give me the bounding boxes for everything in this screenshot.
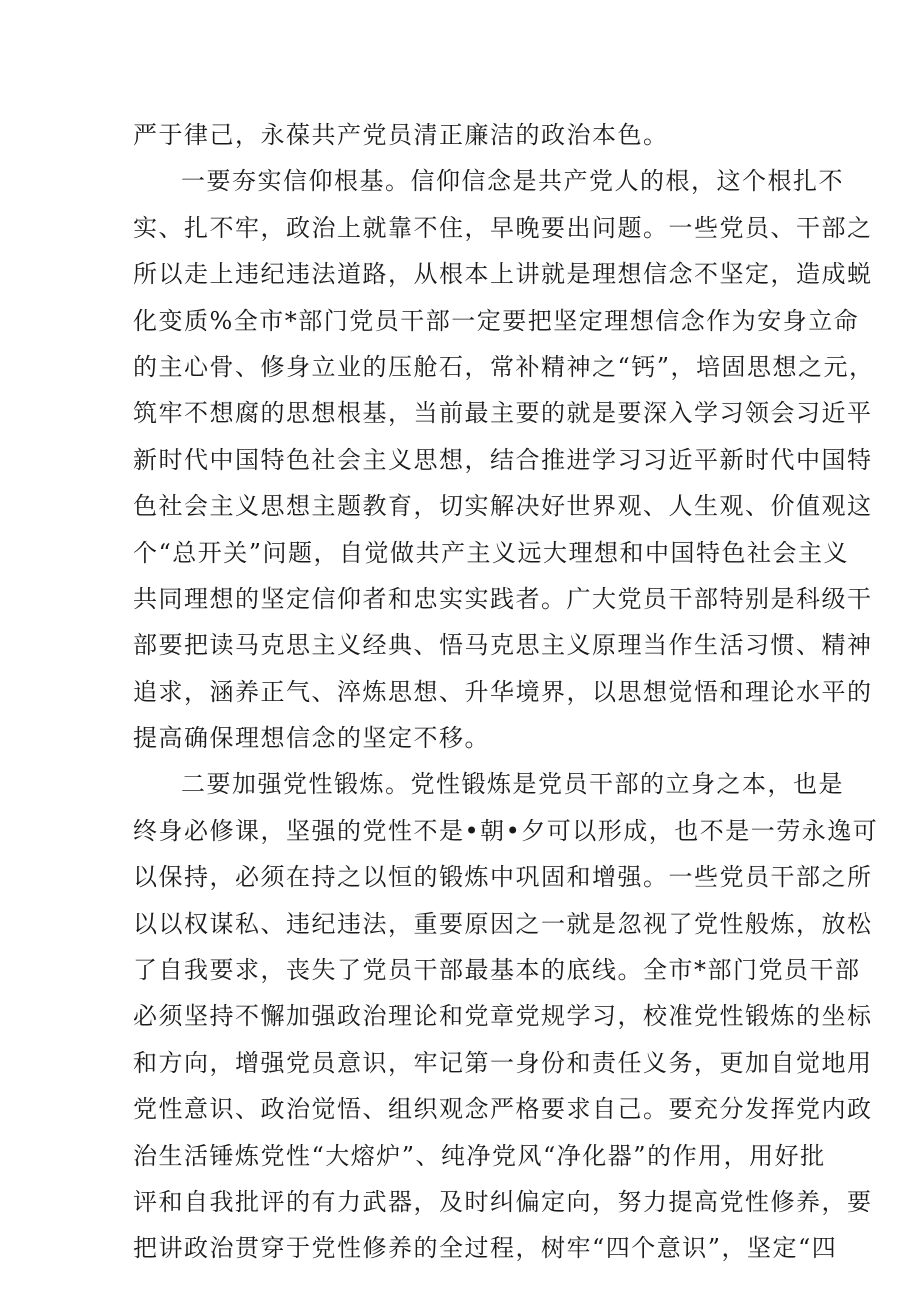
text-line: 所以走上违纪违法道路，从根本上讲就是理想信念不坚定，造成蜕 — [133, 260, 873, 289]
text-line: 提高确保理想信念的坚定不移。 — [133, 724, 490, 753]
text-line: 和方向，增强党员意识，牢记第一身份和责任义务，更加自觉地用 — [133, 1048, 873, 1077]
text-line: 共同理想的坚定信仰者和忠实实践者。广大党员干部特别是科级干 — [133, 584, 873, 613]
text-line: 色社会主义思想主题教育，切实解决好世界观、人生观、价值观这 — [133, 492, 873, 521]
text-line: 个“总开关”问题，自觉做共产主义远大理想和中国特色社会主义 — [133, 538, 850, 567]
text-line: 治生活锤炼党性“大熔炉”、纯净党风“净化器”的作用，用好批 — [133, 1141, 826, 1170]
text-line: 新时代中国特色社会主义思想，结合推进学习习近平新时代中国特 — [133, 445, 873, 474]
text-line: 筑牢不想腐的思想根基，当前最主要的就是要深入学习领会习近平 — [133, 399, 873, 428]
text-line: 追求，涵养正气、淬炼思想、升华境界，以思想觉悟和理论水平的 — [133, 677, 873, 706]
text-line: 化变质%全市*部门党员干部一定要把坚定理想信念作为安身立命 — [133, 306, 860, 335]
text-line: 党性意识、政治觉悟、组织观念严格要求自己。要充分发挥党内政 — [133, 1095, 873, 1124]
text-line: 终身必修课，坚强的党性不是•朝•夕可以形成，也不是一劳永逸可 — [133, 816, 879, 845]
text-line: 把讲政治贯穿于党性修养的全过程，树牢“四个意识”，坚定“四 — [133, 1234, 838, 1263]
text-line: 部要把读马克思主义经典、悟马克思主义原理当作生活习惯、精神 — [133, 631, 873, 660]
text-line: 以以权谋私、违纪违法，重要原因之一就是忽视了党性般炼，放松 — [133, 909, 873, 938]
paragraph-first-line: 二要加强党性锻炼。党性锻炼是党员干部的立身之本，也是 — [181, 770, 844, 799]
text-line: 实、扎不牢，政治上就靠不住，早晚要出问题。一些党员、干部之 — [133, 213, 873, 242]
text-line: 了自我要求，丧失了党员干部最基本的底线。全市*部门党员干部 — [133, 956, 861, 985]
text-line: 必须坚持不懈加强政治理论和党章党规学习，校准党性锻炼的坐标 — [133, 1002, 873, 1031]
paragraph-first-line: 一要夯实信仰根基。信仰信念是共产党人的根，这个根扎不 — [181, 167, 844, 196]
text-line: 以保持，必须在持之以恒的锻炼中巩固和增强。一些党员干部之所 — [133, 863, 873, 892]
text-line: 的主心骨、修身立业的压舱石，常补精神之“钙”，培固思想之元， — [133, 352, 875, 381]
text-line: 严于律己，永葆共产党员清正廉洁的政治本色。 — [133, 121, 669, 149]
body-text — [133, 112, 879, 1272]
text-line: 评和自我批评的有力武器，及时纠偏定向，努力提高党性修养，要 — [133, 1187, 873, 1216]
